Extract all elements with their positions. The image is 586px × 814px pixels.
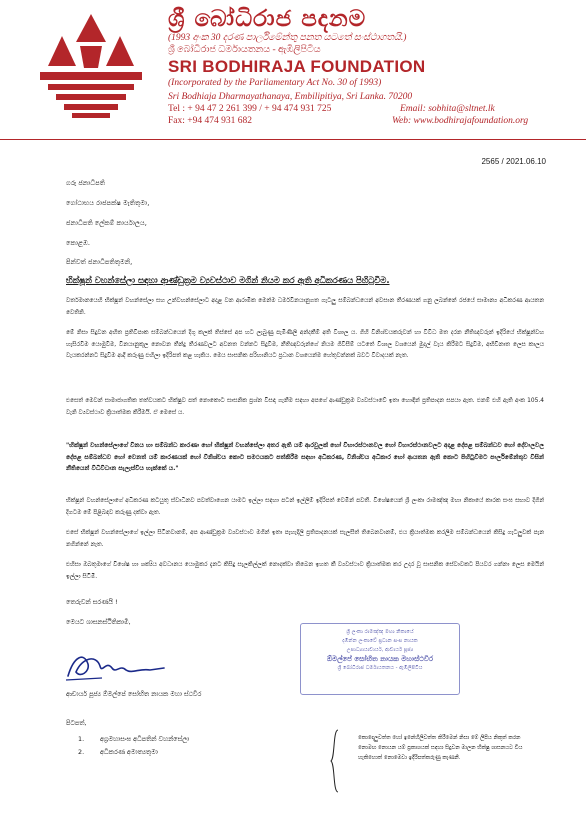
recipient-line: ගරු ජනාධිපති [66,179,106,187]
closing-valediction: මෙයට ශාසනස්ථිතිකාමී, [66,618,131,626]
reference-number: 2565 / 2021.06.10 [481,157,546,166]
stamp-line: දඹින්න ලංකාවේ ප්‍රධාන සංඝ නායක [342,638,418,644]
signatory-name: ආචාර්ය පූජ්‍ය ඕමල්පේ සෝභිත නායක මහා ස්ථවිර [66,690,202,698]
foundation-name-sinhala: ශ්‍රී බෝධිරාජ පදනම [168,6,367,32]
letter-subject: භික්ෂූන් වහන්සේලා සඳහා ආණ්ඩුක්‍රම ව්‍යවස්ථාව මගින් නියම කර ඇති අධිකරණය පිහිටුවීම. [66,275,390,285]
email: Email: sobhita@sltnet.lk [400,104,495,114]
list-item: 2. අධිකරණ අමාත්‍යතුමා [78,748,158,756]
recipient-address [66,173,149,253]
stamp-line: ඕමල්පේ සෝභිත නායක මහාස්ථවිර [326,655,434,663]
signature-icon [62,646,172,686]
contact-row-2 [168,115,568,127]
address-english: Sri Bodhiaja Dharmayathanaya, Embilipitiya, Sri Lanka. 70200 [168,92,413,102]
address-sinhala: ශ්‍රී බෝධිරාජ ධර්මායතනය - ඇඹිලිපිටිය [168,45,321,55]
quoted-article: "භික්ෂූන් වහන්සේලාගේ විනය හා සම්බන්ධ කාරණා හෝ භික්ෂූන් වහන්සේලා අතර ඇති යම් ආරවුලක් හෝ විහාරස්ථානවල හෝ විහාරස්ථානවලට අදාළ දේපළ සම්බන්ධව හෝ දේවාලවල දේපළ සම්බන්ධව හෝ වෙනත් යම් කාරණයක් හෝ විනිශ්චය කොට සමථයකට පත්කිරීම සඳහා අධිකරණ, විනිශ්චය අධිකාර හෝ ආයතන ඇති කොට පිහිටුවීමට පාර්ලිමේන්තුව විසින් නීතියෙන් විධිවිධාන සැලැස්විය හැක්කේ ය." [66,442,544,473]
incorporation-english: (Incorporated by the Parliamentary Act No. 30 of 1993) [168,78,382,88]
stamp-line: උපාධ්‍යායාචාර්ය, ආචාර්ය පූජ්‍ය [346,647,414,653]
body-paragraph: වර්තමානයෙහි භික්ෂූන් වහන්සේලා සහ උන්වහන්සේලාට අදාළ වන ආරාමික මෙන්ම ධර්මවිනයානුගත ගැටලු සම්බන්ධයෙන් අවසාන තීරණයක් ගනු ලබන්නේ රජයේ සාමාන්‍ය අධිකරණ ආයතන වෙතිනි. [66,298,544,316]
foundation-logo-icon [30,12,152,120]
body-paragraph: එහිසා ඔබතුමාගේ විශේෂ හා ශක්‍යිය අවධානය යොමුකර දැනට කිසිදු සැලකිල්ලක් නොදක්වා තිබෙන ඉහත කී ව්‍යවස්ථාව ක්‍රියාත්මක කර උදාර වූ සාසනික සේවාවකට පියවර ගන්නා ලෙස මෙයින් ඉල්ලා සිටිමි. [66,562,544,580]
body-paragraph: භික්ෂූන් වහන්සේලාගේ අධිකරණ කටයුතු ස්වාධීනව පවත්වාගෙන යාමට ඉල්ලා සඳහා පටන් ඉල්ලීම් ඉදිරිපත් වෙමින් පවතී. විශේෂයෙන් ශ්‍රී ලංකා රාමඤ්ඤ මහා නිකායේ කාරක සංඝ සභාව දිගින් දිගටම මේ පිළිබඳව කරුණු දක්වා ඇත. [66,498,544,516]
brace-icon [330,728,340,794]
stamp-line: ශ්‍රී බෝධිරාජ ධර්මායතනය - ඇඹිලිපිටිය [337,665,423,671]
official-stamp [300,623,460,695]
list-item: 1. අග්‍රමහාසංඝ අධිපතින් වහන්සේලා [78,735,190,743]
closing-blessing: තෙරුවන් සරණයි ! [66,598,118,606]
letterhead [0,0,586,140]
salutation: පින්වත් ජනාධිපතිතුමනි, [66,258,133,266]
copies-heading: පිටපත්, [66,719,87,727]
body-paragraph: මේ නිසා සිදුවන අහිත ප්‍රතිවිපාක සම්බන්ධයෙන් දිගු කලක් තිස්සේ අප හට ලැබුණු පැමිණිලි අන්දකීම් අති විශාල ය. ගිහි විනිශ්චයකරුවන් හා විවිධ මත දරන නීතිඥවරුන් ඉදිරියේ භික්ෂූන්වහ හැසිරවීම යොමුවීම, විනයානුකූල නොවන තීන්දු තීරණවලට අවනත වන්නට සිදුවීම, නීතිඥවරුන්ගේ නියම ගිවිසීම් යටතේ විශාල වශයෙන් මුදල් වැය කිරීමට සිදුවීම, අභිචිනාත ලෙස කාලය වැයකරන්නට සිදුවීම ආදී කරුණු එහිලා ඉදිරිපත් කළ හැකිය. මෙය සාසනික පරිහානියට ප්‍රධාන වශයෙන්ම හේතුවන්නක් බවට විවාදයක් නැත. [66,330,544,360]
stamp-line: ශ්‍රී ලංකා රාමඤ්ඤ මහා නිකායේ [346,629,414,635]
body-paragraph: එසෙත් මෙවන් සාමාජාගතික තත්වයකට භික්ෂුව පත් නොකොට සාසනික ප්‍රශ්න විසඳා ගැනීම සඳහා අපගේ ආණ්ඩුක්‍රම ව්‍යවස්ථාවේ ඉතා හොඳින් ප්‍රතිපාදන සපයා ඇත. එනම් එහි ඇති අංක 105.4 වැනි ව්‍යවස්ථාව ක්‍රියාත්මක කිරීමයි. ඒ මෙසේ ය. [66,398,544,416]
recipient-line: ජනාධිපති ලේකම් කාර්යාලය, [66,219,147,227]
fax: Fax: +94 474 931 682 [168,116,252,126]
telephone: Tel : + 94 47 2 261 399 / + 94 474 931 725 [168,104,332,114]
foundation-name-english: SRI BODHIRAJA FOUNDATION [168,57,426,76]
incorporation-sinhala: (1993 අංක 30 දරණ පාර්ලිමේන්තු පනත යටතේ සංස්ථාගතයි.) [168,33,407,43]
letterhead-divider [0,139,586,140]
recipient-line: කොළඹ. [66,239,91,247]
body-paragraph: එසේ භික්ෂූන් වහන්සේලාගේ ඉල්ලා සිටිනවානම්, අප ආණ්ඩුක්‍රම ව්‍යවස්ථාව මගින් ඉතා පැහැදිලි ප්‍රතිපාදනයක් සැලසීත් තිබෙනවානම්, එය ක්‍රියාත්මක කරලීම සම්බන්ධයෙන් කිසිදු ගැටලුවක් පැන නගින්නේ නැත. [66,530,544,548]
website: Web: www.bodhirajafoundation.org [392,116,529,126]
contact-row-1 [168,103,568,115]
copies-note: කොදොලුවත්ත හෝ ඉනේහිලිවත්ත කිරීමෙන් නිසා මේ ලිපිය නිකුත් කරන නොමඟ නොයන යම් ප්‍රකාශයක් සඳහා සිදුවන මාලන භික්ෂු ශාසනයට විය හැකිහොත් නොමෙවා ඉදිරිපත්කරුණු කැණනී. [358,735,523,761]
recipient-line: ගෝඨාභය රාජපක්ෂ මැතිතුමා, [66,199,150,207]
copies-list [78,733,189,759]
letterhead-text [168,6,568,127]
